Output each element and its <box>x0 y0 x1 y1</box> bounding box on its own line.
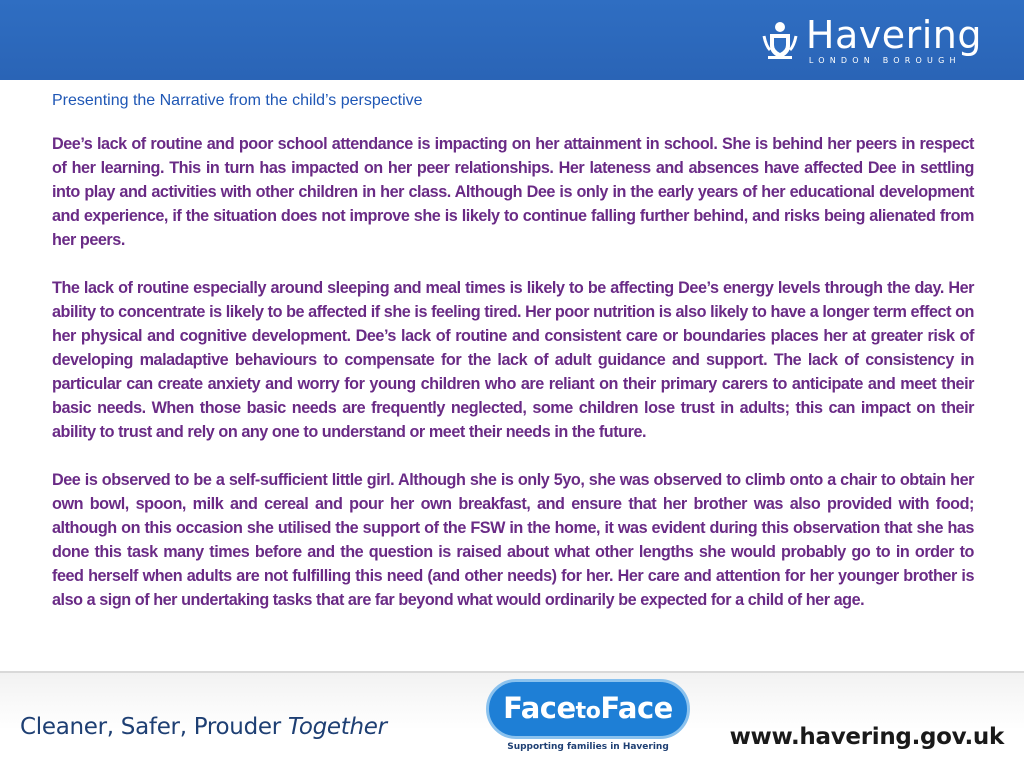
slide-body <box>52 132 974 612</box>
paragraph-attainment: Dee’s lack of routine and poor school attendance is impacting on her attainment in school. She is behind her peers in respect of her learning. This in turn has impacted on her peer relationships. Her lateness and absences have affected Dee in settling into play and activities with other children in her class. Although Dee is only in the early years of her educational development and experience, if the situation does not improve she is likely to continue falling further behind, and risks being alienated from her peers. <box>52 135 974 249</box>
ftf-face-left: Face <box>503 691 576 725</box>
ftf-logo-text <box>486 683 690 737</box>
havering-logo <box>760 12 982 68</box>
ftf-subtitle: Supporting families in Havering <box>507 742 669 752</box>
ftf-face-right: Face <box>600 691 673 725</box>
tagline-main: Cleaner, Safer, Prouder <box>20 714 288 740</box>
paragraph-routine: The lack of routine especially around sleeping and meal times is likely to be affecting Dee’s energy levels through the day. Her ability to concentrate is likely to be affected if she is feeling tired. Her poor nutrition is also likely to have a longer term effect on her physical and cognitive development. Dee’s lack of routine and consistent care or boundaries places her at greater risk of developing maladaptive behaviours to compensate for the lack of adult guidance and support. The lack of consistency in particular can create anxiety and worry for young children who are reliant on their primary carers to anticipate and meet their basic needs. When those basic needs are frequently neglected, some children lose trust in adults; this can impact on their ability to trust and rely on any one to understand or meet their needs in the future. <box>52 279 974 441</box>
slide-title: Presenting the Narrative from the child’s perspective <box>52 92 423 109</box>
borough-crest-icon <box>760 18 800 62</box>
logo-name: Havering <box>805 12 982 57</box>
header-band <box>0 0 1024 80</box>
tagline <box>20 712 387 742</box>
logo-subtitle: LONDON BOROUGH <box>808 55 961 65</box>
face-to-face-logo <box>486 679 690 759</box>
tagline-emphasis: Together <box>287 714 387 740</box>
website-link[interactable]: www.havering.gov.uk <box>729 724 1004 750</box>
paragraph-self-sufficiency: Dee is observed to be a self-sufficient little girl. Although she is only 5yo, she was observed to climb onto a chair to obtain her own bowl, spoon, milk and cereal and pour her own breakfast, and ensure that her brother was also provided with food; although on this occasion she utilised the support of the FSW in the home, it was evident during this observation that she has done this task many times before and the question is raised about what other lengths she would probably go to in order to feed herself when adults are not fulfilling this need (and other needs) for her. Her care and attention for her younger brother is also a sign of her undertaking tasks that are far beyond what would ordinarily be expected for a child of her age. <box>52 471 974 609</box>
ftf-to: to <box>575 699 601 724</box>
